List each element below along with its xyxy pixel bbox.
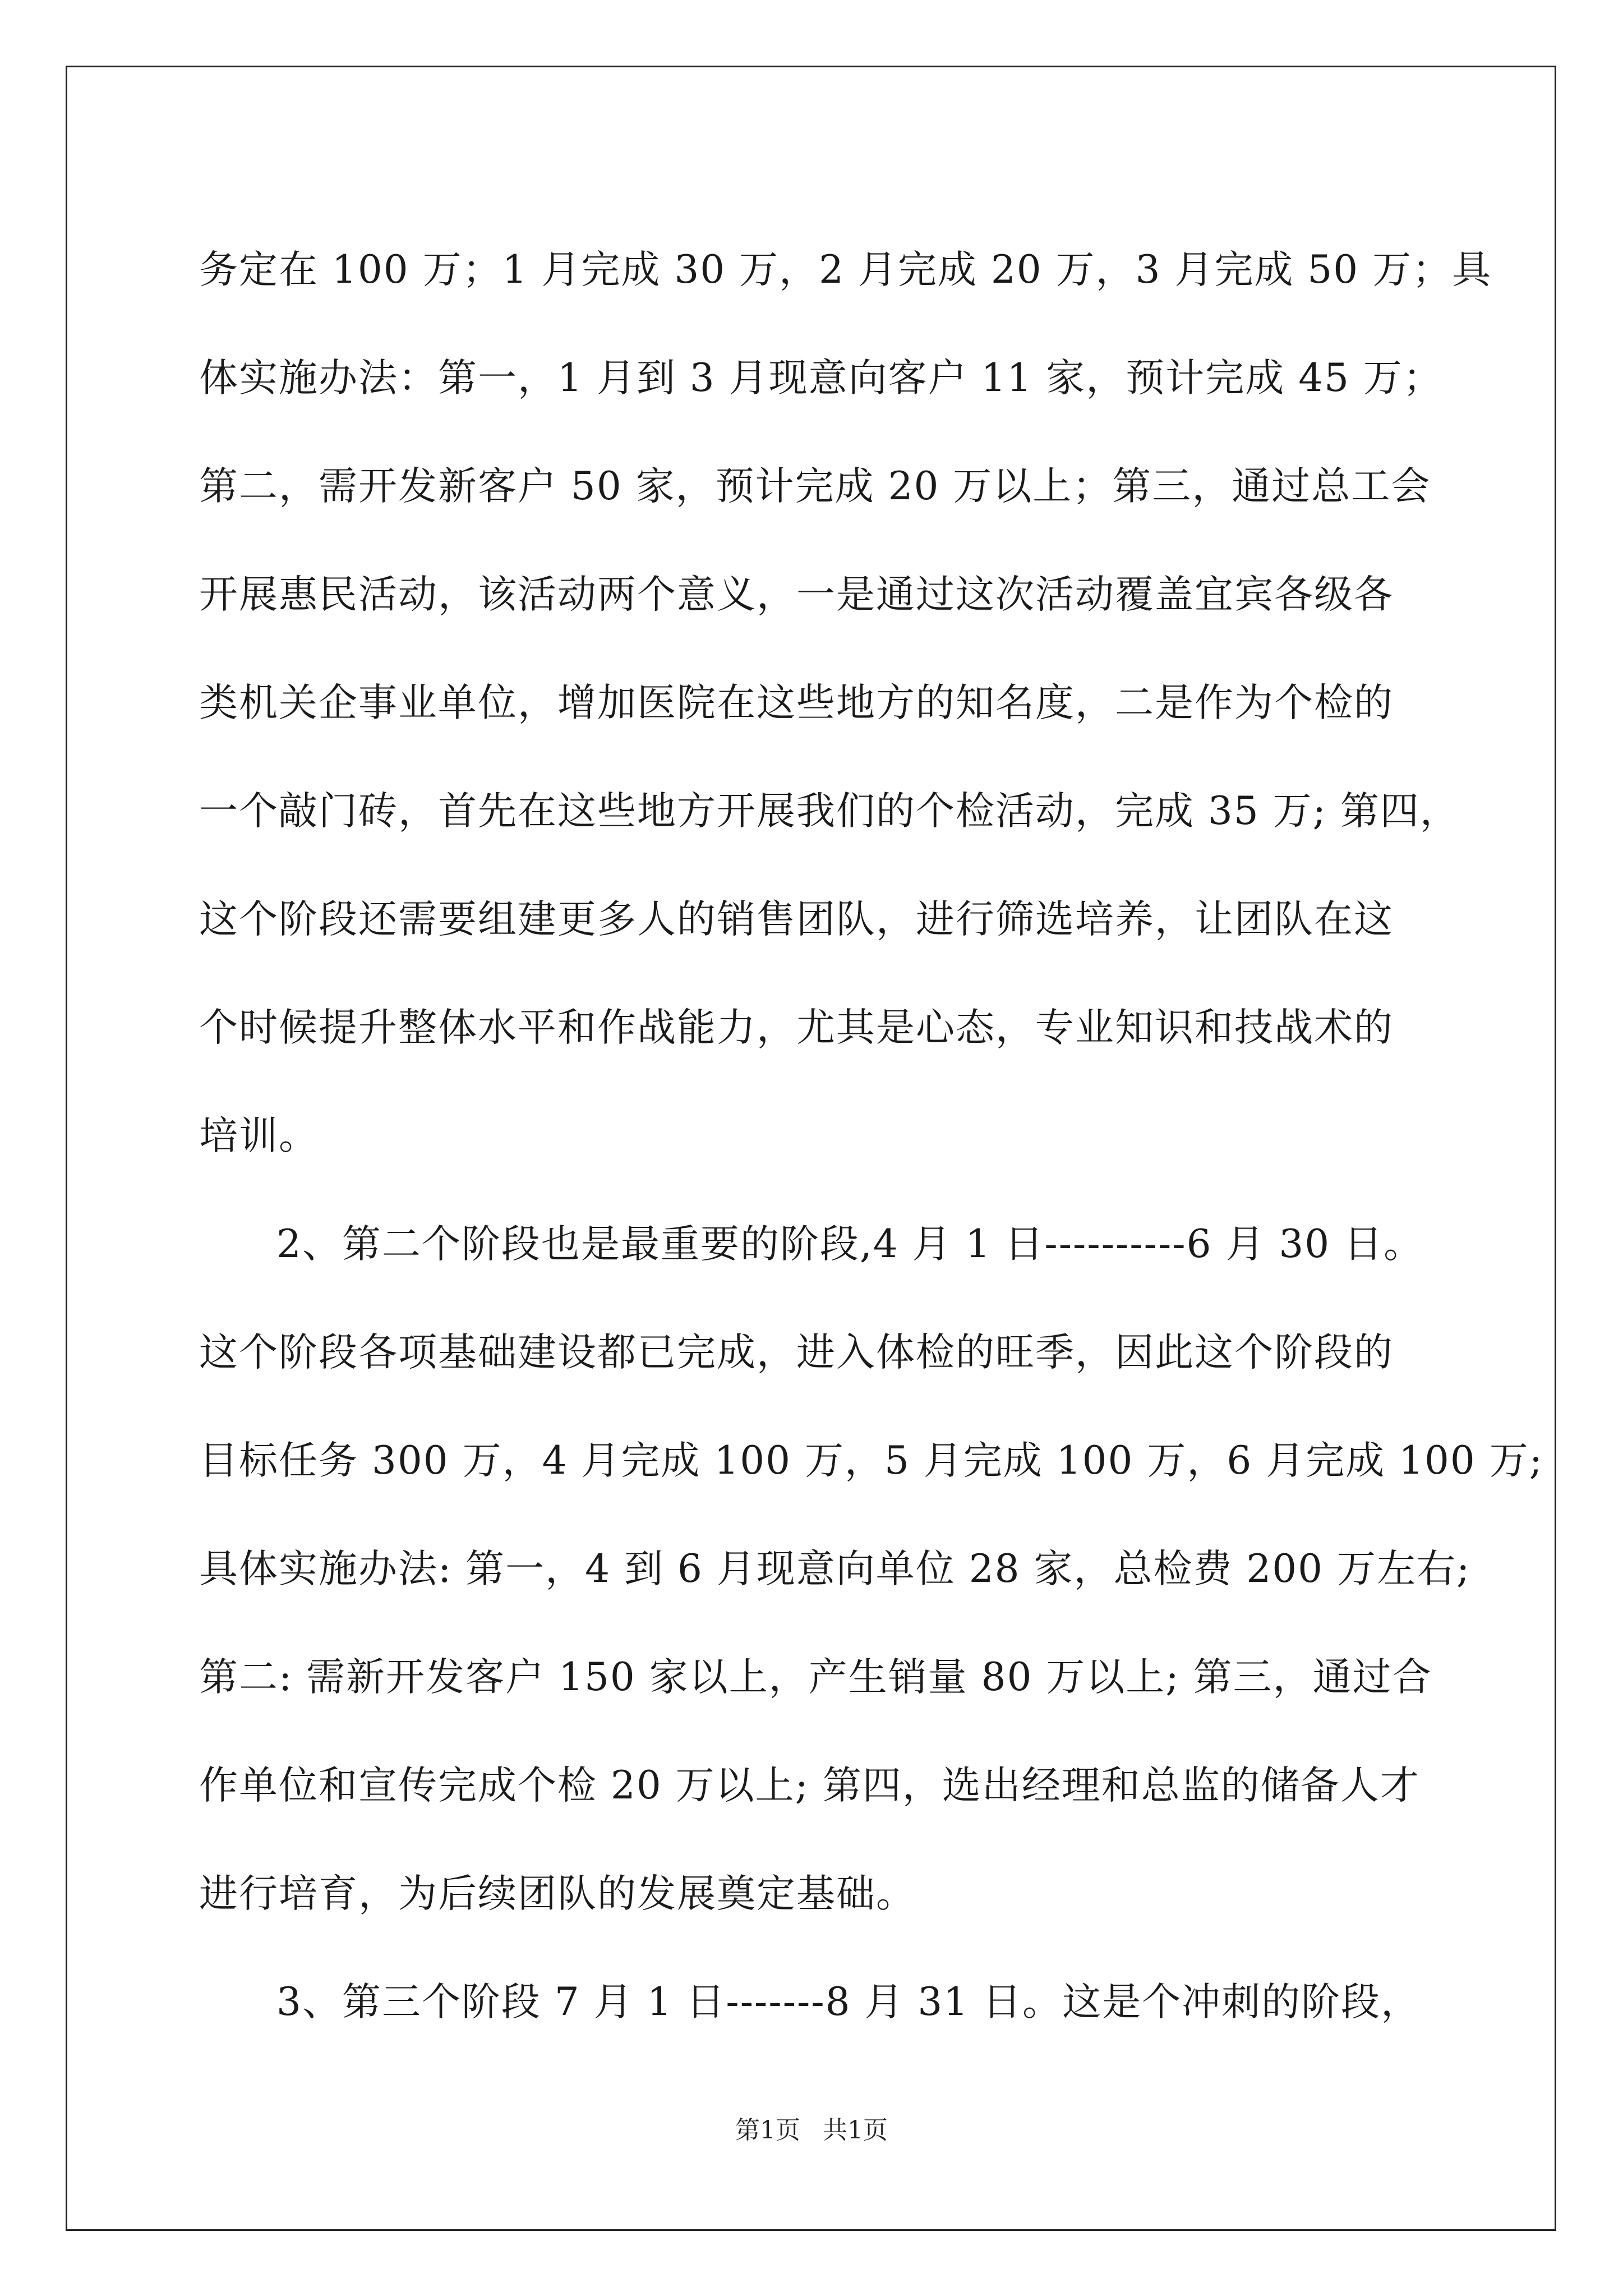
- paragraph-start-line: 3、第三个阶段 7 月 1 日-------8 月 31 日。这是个冲刺的阶段，: [276, 1980, 1421, 2024]
- text-line: 类机关企事业单位，增加医院在这些地方的知名度，二是作为个检的: [199, 680, 1394, 725]
- text-line: 开展惠民活动，该活动两个意义，一是通过这次活动覆盖宜宾各级各: [199, 572, 1394, 617]
- total-pages: 共1页: [823, 2116, 888, 2145]
- text-line: 体实施办法：第一，1 月到 3 月现意向客户 11 家，预计完成 45 万；: [199, 356, 1443, 401]
- text-line: 培训。: [199, 1114, 319, 1158]
- paragraph-start-line: 2、第二个阶段也是最重要的阶段,4 月 1 日----------6 月 30 日。: [276, 1222, 1424, 1267]
- text-line: 这个阶段还需要组建更多人的销售团队，进行筛选培养，让团队在这: [199, 897, 1394, 942]
- text-line: 具体实施办法: 第一，4 到 6 月现意向单位 28 家，总检费 200 万左右;: [199, 1547, 1471, 1591]
- text-line: 这个阶段各项基础建设都已完成，进入体检的旺季，因此这个阶段的: [199, 1330, 1394, 1375]
- text-line: 作单位和宣传完成个检 20 万以上; 第四，选出经理和总监的储备人才: [199, 1763, 1420, 1808]
- page-number: 第1页: [735, 2116, 800, 2145]
- text-line: 一个敲门砖，首先在这些地方开展我们的个检活动，完成 35 万; 第四，: [199, 789, 1460, 834]
- document-body: [199, 216, 1544, 2056]
- text-line: 个时候提升整体水平和作战能力，尤其是心态，专业知识和技战术的: [199, 1005, 1394, 1050]
- text-line: 第二: 需新开发客户 150 家以上，产生销量 80 万以上; 第三，通过合: [199, 1655, 1432, 1700]
- text-line: 目标任务 300 万，4 月完成 100 万，5 月完成 100 万，6 月完成 100 万;: [199, 1438, 1544, 1483]
- text-line: 进行培育，为后续团队的发展奠定基础。: [199, 1871, 916, 1916]
- text-line: 第二，需开发新客户 50 家，预计完成 20 万以上；第三，通过总工会: [199, 464, 1431, 509]
- text-line: 务定在 100 万；1 月完成 30 万，2 月完成 20 万，3 月完成 50 万；具: [199, 247, 1492, 292]
- page-footer: [0, 2114, 1623, 2147]
